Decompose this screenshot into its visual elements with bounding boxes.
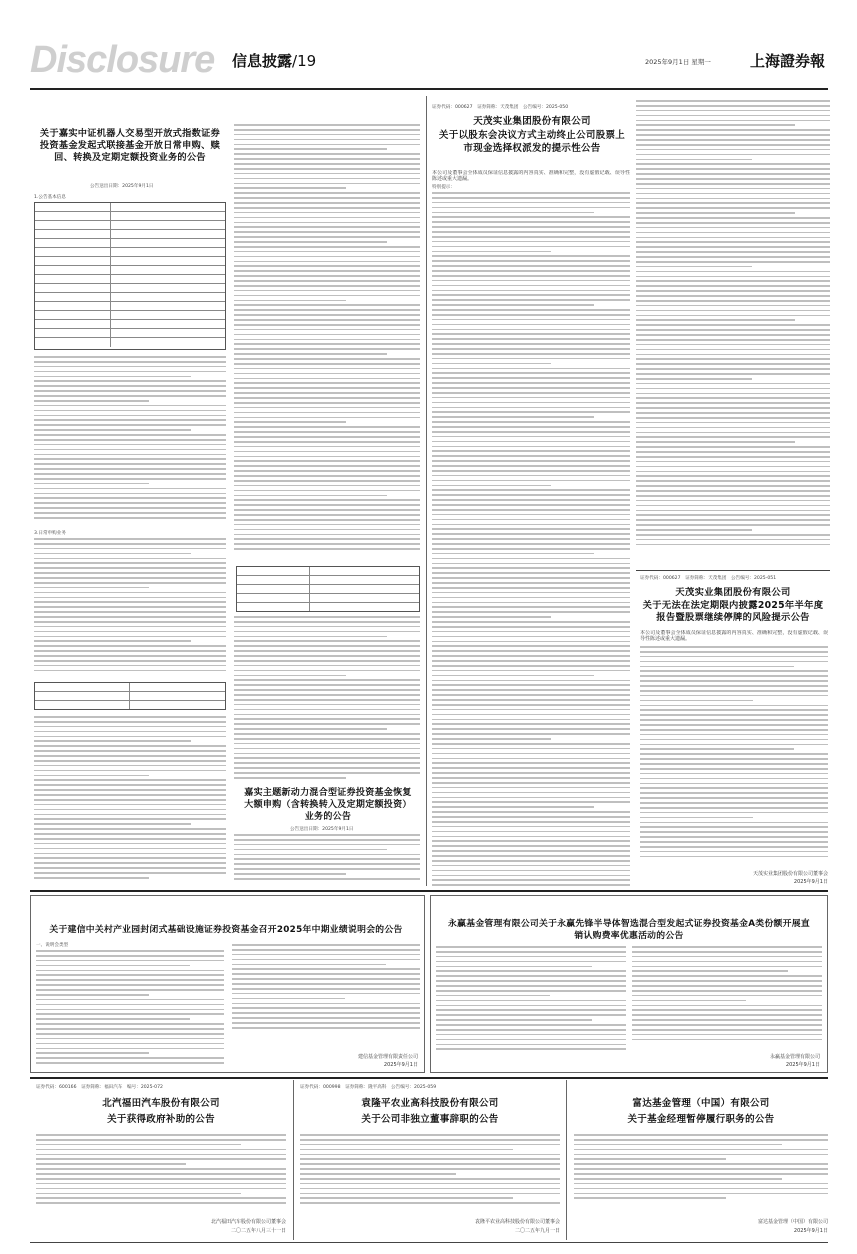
notice-title: 关于基金经理暂停履行职务的公告 — [627, 1114, 775, 1125]
signature-date: 2025年9月1日 — [793, 1228, 828, 1234]
company-name: 天茂实业集团股份有限公司 — [473, 116, 591, 127]
body-text — [234, 616, 420, 786]
body-text — [432, 192, 630, 886]
notice-code: 证券代码：000998 证券简称：隆平高科 公告编号：2025-059 — [300, 1085, 437, 1090]
section-title — [232, 50, 316, 71]
band-divider — [30, 890, 828, 892]
footer-rule — [30, 1242, 828, 1243]
disclosure-logo: Disclosure — [30, 39, 215, 81]
signature-date: 二〇二五年九月一日 — [514, 1228, 560, 1234]
body-text — [234, 834, 420, 884]
notice-intro: 本公司及董事会全体成员保证信息披露的内容真实、准确和完整，没有虚假记载、误导性陈述或重大遗漏。 — [432, 170, 630, 182]
notice-title: 关于以股东会决议方式主动终止公司股票上市现金选择权派发的提示性公告 — [438, 130, 626, 154]
signature: 袁隆平农业高科技股份有限公司董事会 — [474, 1219, 560, 1225]
body-text — [436, 946, 626, 1056]
body-text — [574, 1134, 828, 1208]
body-text — [36, 1134, 286, 1208]
notice-intro: 本公司及董事会全体成员保证信息披露的内容真实、准确和完整，没有虚假记载、误导性陈述或重大遗漏。 — [640, 630, 828, 642]
notice-title: 关于获得政府补助的公告 — [107, 1114, 215, 1125]
notice-title: 关于建信中关村产业园封闭式基础设施证券投资基金召开2025年中期业绩说明会的公告 — [49, 925, 403, 935]
section-name: 信息披露 — [232, 52, 293, 70]
body-text — [36, 950, 224, 1070]
section-heading: 1.公告基本信息 — [34, 195, 66, 200]
body-text — [34, 716, 226, 884]
fund-info-table — [34, 202, 226, 350]
body-text — [234, 124, 420, 564]
notice-divider — [636, 570, 830, 571]
notice-date: 公告送出日期：2025年9月1日 — [290, 827, 354, 832]
issue-date: 2025年9月1日 星期一 — [645, 58, 711, 66]
notice-date: 公告送出日期：2025年9月1日 — [90, 184, 154, 189]
notice-title: 永赢基金管理有限公司关于永赢先锋半导体智选混合型发起式证券投资基金A类份额开展直销认购费率优惠活动的公告 — [448, 919, 810, 941]
signature-date: 二〇二五年八月三十一日 — [230, 1228, 286, 1234]
notice-code: 证券代码：600166 证券简称：福田汽车 编号：2025-072 — [36, 1085, 163, 1090]
notice-title: 嘉实主题新动力混合型证券投资基金恢复大额申购（含转换转入及定期定额投资）业务的公告 — [244, 788, 412, 822]
signature: 北汽福田汽车股份有限公司董事会 — [210, 1219, 286, 1225]
body-text — [34, 356, 226, 526]
column-divider — [293, 1080, 294, 1240]
body-text — [300, 1134, 560, 1208]
signature: 建信基金管理有限责任公司 — [357, 1054, 418, 1060]
column-divider — [426, 96, 427, 886]
notice-code: 证券代码：000627 证券简称：天茂集团 公告编号：2025-050 — [432, 105, 569, 110]
body-text — [640, 646, 828, 868]
notice-title: 关于无法在法定期限内披露2025年半年度报告暨股票继续停牌的风险提示公告 — [642, 600, 824, 623]
body-text — [232, 944, 420, 1034]
section-heading: 一、说明会类型 — [36, 943, 69, 948]
company-name: 袁隆平农业高科技股份有限公司 — [361, 1098, 499, 1109]
header-rule — [30, 88, 828, 90]
company-name: 北汽福田汽车股份有限公司 — [102, 1098, 220, 1109]
notice-code: 证券代码：000627 证券简称：天茂集团 公告编号：2025-051 — [640, 576, 777, 581]
band-divider — [30, 1077, 828, 1079]
signature: 永赢基金管理有限公司 — [769, 1054, 820, 1060]
body-text — [34, 538, 226, 678]
signature: 天茂实业集团股份有限公司董事会 — [752, 871, 828, 877]
special-tip: 特别提示： — [432, 185, 455, 190]
notice-title: 关于嘉实中证机器人交易型开放式指数证券投资基金发起式联接基金开放日常申购、赎回、转换及定期定额投资业务的公告 — [39, 128, 221, 163]
masthead: 上海證券報 — [750, 52, 826, 70]
signature-date: 2025年9月1日 — [383, 1062, 418, 1068]
signature-date: 2025年9月1日 — [785, 1062, 820, 1068]
body-text — [632, 946, 822, 1046]
notice-title: 关于公司非独立董事辞职的公告 — [361, 1114, 499, 1125]
body-text — [636, 100, 830, 560]
column-divider — [566, 1080, 567, 1240]
section-heading: 3.日常申购业务 — [34, 531, 66, 536]
fee-table — [236, 566, 420, 612]
signature-date: 2025年9月1日 — [793, 879, 828, 885]
page-number: /19 — [292, 52, 317, 70]
notice-jiashi-etf — [30, 96, 230, 886]
company-name: 天茂实业集团股份有限公司 — [675, 587, 791, 598]
signature: 富达基金管理（中国）有限公司 — [757, 1219, 828, 1225]
fee-table — [34, 682, 226, 710]
company-name: 富达基金管理（中国）有限公司 — [632, 1098, 770, 1109]
